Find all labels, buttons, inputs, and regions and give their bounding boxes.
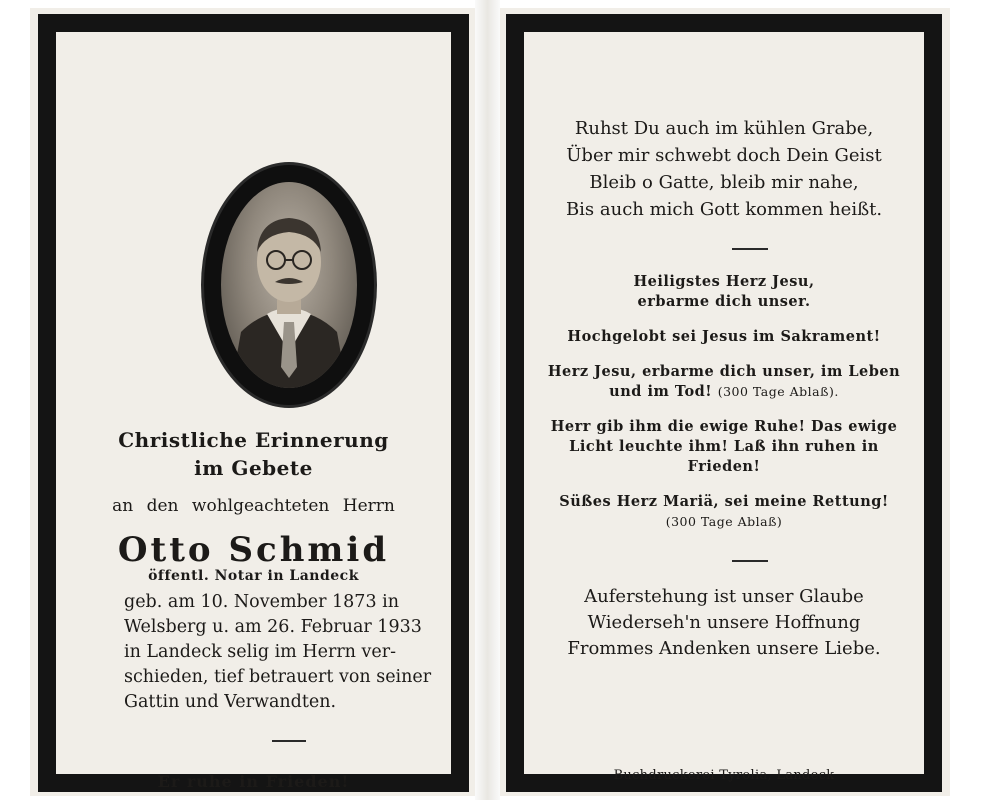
bio-line: schieden, tief betrauert von seiner xyxy=(124,667,432,687)
biography xyxy=(124,590,432,715)
prayer-5 xyxy=(542,492,906,532)
black-mourning-border xyxy=(506,14,942,792)
prayer-4 xyxy=(542,417,906,477)
black-mourning-border xyxy=(38,14,469,792)
bio-line: in Landeck selig im Herrn ver- xyxy=(124,642,397,662)
bio-line: Gattin und Verwandten. xyxy=(124,692,337,712)
title-line-1: Christliche Erinnerung xyxy=(118,428,389,452)
deceased-name: Otto Schmid xyxy=(117,530,390,570)
deceased-role: öffentl. Notar in Landeck xyxy=(148,568,359,584)
title-line-2: im Gebete xyxy=(194,456,313,480)
bio-line: Welsberg u. am 26. Februar 1933 xyxy=(124,617,422,637)
verse-line: Bis auch mich Gott kommen heißt. xyxy=(565,199,883,220)
prayers xyxy=(542,272,906,547)
portrait-photo xyxy=(221,182,357,388)
prayer-line: Licht leuchte ihm! Laß ihn ruhen in Frieden! xyxy=(569,438,879,475)
closing-line: Frommes Andenken unsere Liebe. xyxy=(567,638,881,659)
printer-credit: Buchdruckerei Tyrolia, Landeck xyxy=(613,768,835,783)
indulgence-note: (300 Tage Ablaß) xyxy=(665,514,783,529)
portrait-frame xyxy=(204,165,374,405)
prayer-2 xyxy=(542,327,906,347)
prayer-line: Herr gib ihm die ewige Ruhe! Das ewige xyxy=(550,418,898,435)
prayer-line: Süßes Herz Mariä, sei meine Rettung! xyxy=(559,493,889,510)
memorial-card-right xyxy=(500,8,950,796)
verse-line: Ruhst Du auch im kühlen Grabe, xyxy=(574,118,874,139)
divider xyxy=(732,560,768,562)
memorial-card-left xyxy=(30,8,475,796)
prayer-line: erbarme dich unser. xyxy=(637,293,811,310)
prayer-line: Herz Jesu, erbarme dich unser, im Leben xyxy=(547,363,901,380)
prayer-text: und im Tod! xyxy=(609,383,713,400)
closing-verse xyxy=(542,584,906,662)
bio-line: geb. am 10. November 1873 in xyxy=(124,592,400,612)
closing-line: Auferstehung ist unser Glaube xyxy=(584,586,864,607)
divider xyxy=(732,248,768,250)
right-card-content xyxy=(542,50,906,783)
left-card-content xyxy=(74,50,433,791)
prayer-3 xyxy=(542,362,906,402)
closing-line: Wiederseh'n unsere Hoffnung xyxy=(587,612,861,633)
prayer-line: Hochgelobt sei Jesus im Sakrament! xyxy=(567,328,881,345)
prayer-line: Heiligstes Herz Jesu, xyxy=(633,273,815,290)
card-fold xyxy=(475,0,500,800)
verse-line: Bleib o Gatte, bleib mir nahe, xyxy=(589,172,859,193)
portrait-illustration xyxy=(221,182,357,388)
verse-line: Über mir schwebt doch Dein Geist xyxy=(566,145,882,166)
indulgence-note: (300 Tage Ablaß). xyxy=(717,384,839,399)
divider xyxy=(272,740,306,742)
verse xyxy=(542,115,906,223)
closing-phrase: Er ruhe in Frieden! xyxy=(157,772,350,791)
prayer-1 xyxy=(542,272,906,312)
salutation: an den wohlgeachteten Herrn xyxy=(112,496,395,516)
prayer-line xyxy=(542,382,906,402)
